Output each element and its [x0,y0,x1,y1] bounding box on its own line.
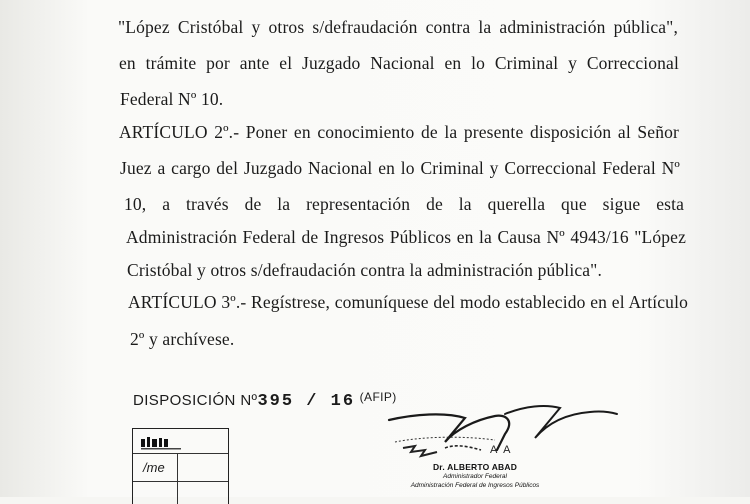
disposition-number [133,390,397,411]
body-line-1: "López Cristóbal y otros s/defraudación contra la administración pública", [118,17,678,37]
body-line-2: en trámite por ante el Juzgado Nacional en lo Criminal y Correccional [119,53,679,73]
article-2-line-5: Cristóbal y otros s/defraudación contra la administración pública". [127,260,602,280]
signature-initials: A A [490,444,513,456]
article-3-line-1: ARTÍCULO 3º.- Regístrese, comuníquese del modo establecido en el Artículo [128,292,688,312]
stamp-initials: /me [143,460,165,475]
signatory-role: Administrador Federal [443,473,507,480]
disposition-agency: (AFIP) [359,390,397,404]
routing-stamp [132,428,229,504]
body-line-3: Federal Nº 10. [120,89,224,109]
article-2-line-4: Administración Federal de Ingresos Públicos en la Causa Nº 4943/16 "López [126,227,686,247]
article-2-line-2: Juez a cargo del Juzgado Nacional en lo Criminal y Correccional Federal Nº [120,158,680,178]
disposition-value: 395 / 16 [257,392,356,411]
article-2-line-3: 10, a través de la representación de la querella que sigue esta [124,194,684,214]
signatory-block [395,462,555,490]
article-2-line-1: ARTÍCULO 2º.- Poner en conocimiento de la presente disposición al Señor [119,122,679,142]
article-3-line-2: 2º y archívese. [130,329,235,349]
signatory-name: Dr. ALBERTO ABAD [432,462,518,472]
signatory-organization: Administración Federal de Ingresos Públicos [410,482,540,489]
disposition-label: DISPOSICIÓN Nº [133,392,258,409]
